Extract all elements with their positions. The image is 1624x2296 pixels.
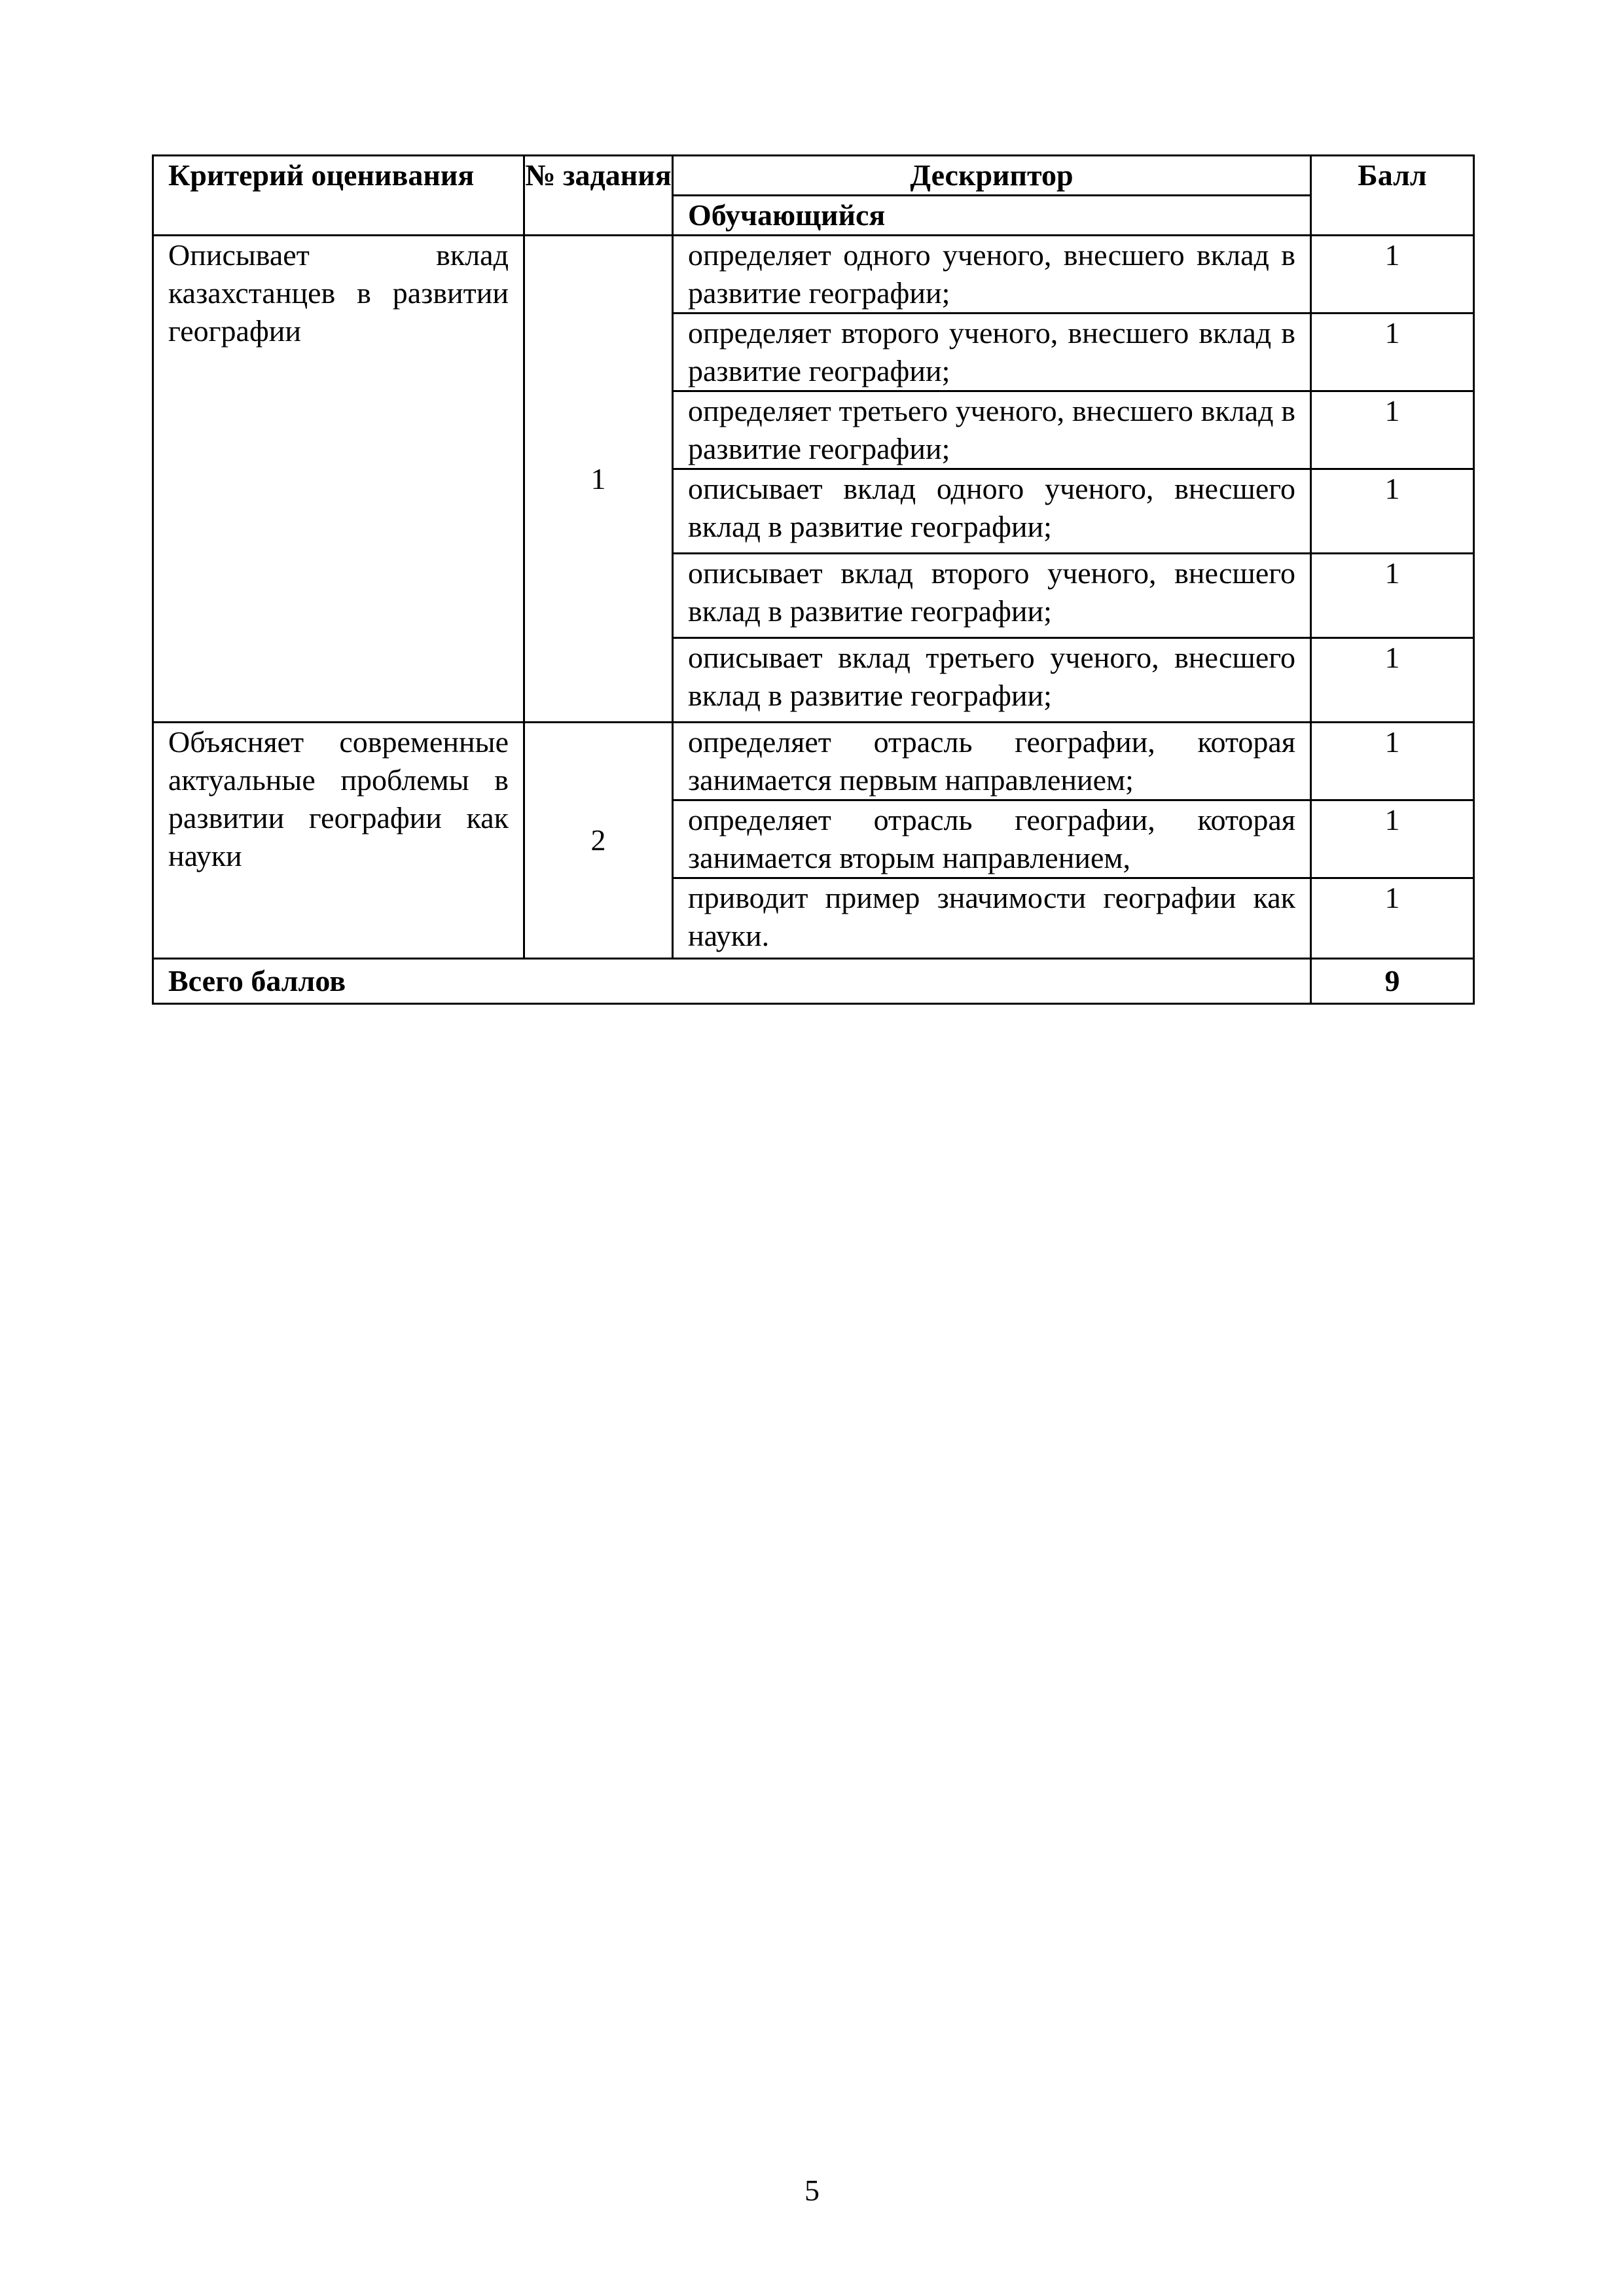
total-row <box>153 959 1474 1004</box>
score-cell: 1 <box>1311 878 1474 959</box>
task-number-cell: 2 <box>524 723 673 959</box>
descriptor-cell: определяет отрасль географии, которая занимается первым направлением; <box>673 723 1311 800</box>
score-cell: 1 <box>1311 800 1474 878</box>
score-cell: 1 <box>1311 314 1474 391</box>
total-value: 9 <box>1311 959 1474 1004</box>
score-cell: 1 <box>1311 638 1474 723</box>
score-cell: 1 <box>1311 469 1474 554</box>
task-number-cell: 1 <box>524 236 673 723</box>
table-row <box>153 236 1474 314</box>
page-number: 5 <box>804 2174 820 2207</box>
descriptor-cell: определяет третьего ученого, внесшего вклад в развитие географии; <box>673 391 1311 469</box>
total-label: Всего баллов <box>153 959 1311 1004</box>
header-score: Балл <box>1311 156 1474 236</box>
assessment-rubric-table <box>152 154 1475 1005</box>
header-task-number: № задания <box>524 156 673 236</box>
header-descriptor-sub: Обучающийся <box>673 196 1311 236</box>
score-cell: 1 <box>1311 236 1474 314</box>
table-row <box>153 723 1474 800</box>
descriptor-cell: описывает вклад одного ученого, внесшего вклад в развитие географии; <box>673 469 1311 554</box>
header-criterion: Критерий оценивания <box>153 156 524 236</box>
score-cell: 1 <box>1311 554 1474 638</box>
descriptor-cell: приводит пример значимости географии как науки. <box>673 878 1311 959</box>
descriptor-cell: определяет отрасль географии, которая занимается вторым направлением, <box>673 800 1311 878</box>
criterion-cell: Описывает вклад казахстанцев в развитии географии <box>153 236 524 723</box>
descriptor-cell: определяет второго ученого, внесшего вклад в развитие географии; <box>673 314 1311 391</box>
score-cell: 1 <box>1311 723 1474 800</box>
score-cell: 1 <box>1311 391 1474 469</box>
descriptor-cell: определяет одного ученого, внесшего вклад в развитие географии; <box>673 236 1311 314</box>
header-descriptor: Дескриптор <box>673 156 1311 196</box>
descriptor-cell: описывает вклад второго ученого, внесшего вклад в развитие географии; <box>673 554 1311 638</box>
descriptor-cell: описывает вклад третьего ученого, внесшего вклад в развитие географии; <box>673 638 1311 723</box>
criterion-cell: Объясняет современные актуальные проблемы в развитии географии как науки <box>153 723 524 959</box>
